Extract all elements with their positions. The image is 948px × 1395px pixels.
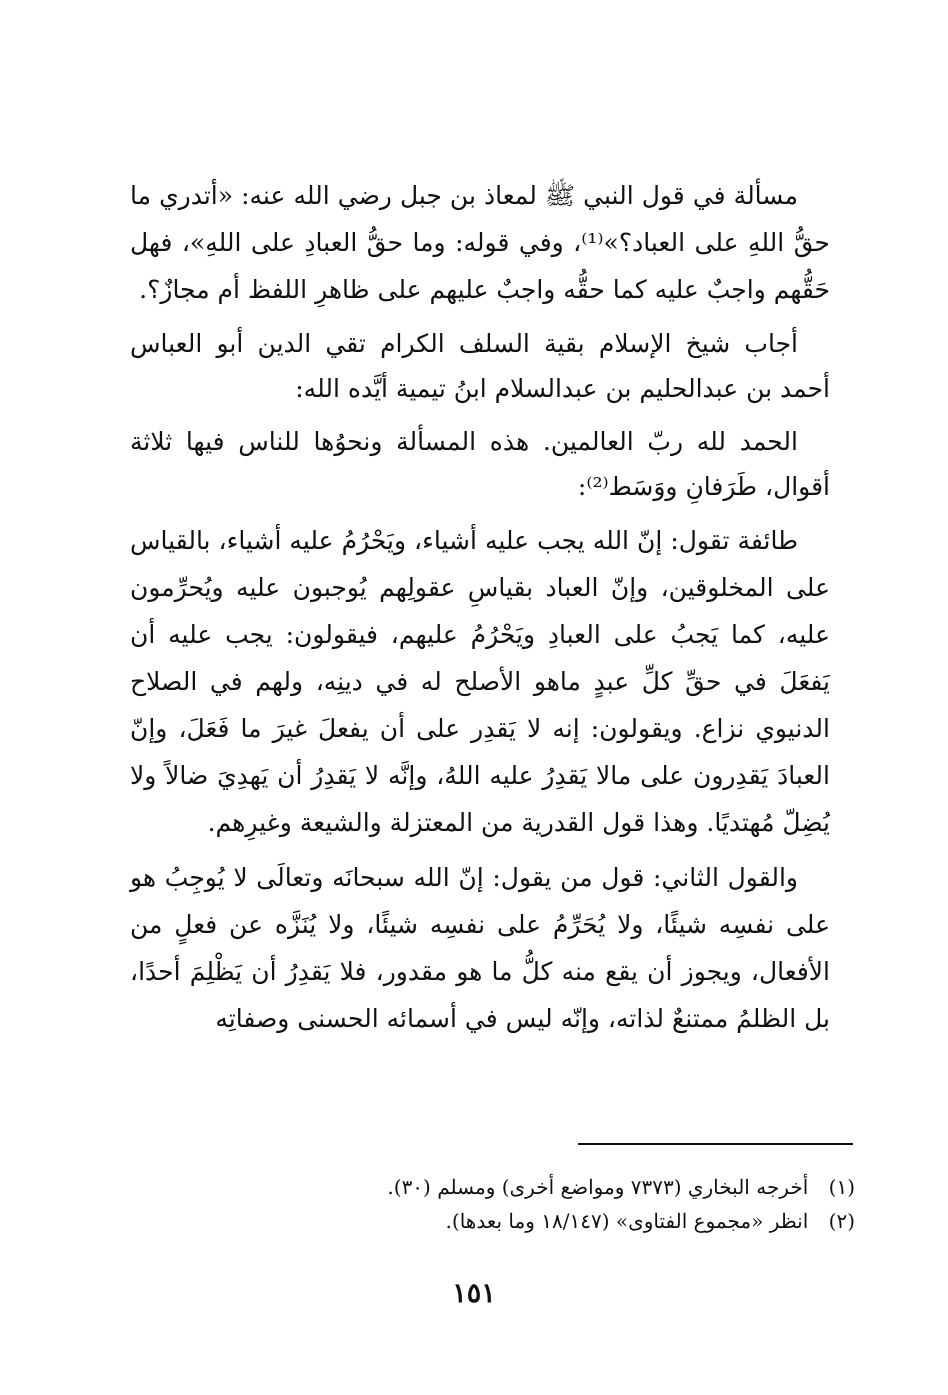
- footnote-divider: [578, 1143, 853, 1145]
- main-text: [130, 172, 830, 1050]
- page-number: ١٥١: [452, 1278, 496, 1309]
- footnote-number: (١): [828, 1175, 855, 1199]
- footnote-number: (٢): [828, 1209, 855, 1233]
- paragraph-question: مسألة في قول النبي ﷺ لمعاذ بن جبل رضي الله عنه: «أتدري ما حقُّ اللهِ على العباد؟»⁽¹⁾، وفي قوله: وما حقُّ العبادِ على اللهِ»، فهل حَقُّهم واجبٌ عليه كما حقُّه واجبٌ عليهم على ظاهرِ اللفظ أم مجازٌ؟.: [130, 181, 830, 304]
- footnotes: [300, 1170, 855, 1238]
- footnote-text: انظر «مجموع الفتاوى» (١٨/١٤٧ وما بعدها).: [445, 1209, 809, 1233]
- footnote-item: [300, 1204, 855, 1238]
- paragraph-second-view: والقول الثاني: قول من يقول: إنّ الله سبحانَه وتعالَى لا يُوجِبُ هو على نفسِه شيئًا، ولا يُحَرِّمُ على نفسِه شيئًا، ولا يُنَزَّه عن فعلٍ من الأفعال، ويجوز أن يقع منه كلُّ ما هو مقدور، فلا يَقدِرُ أن يَظْلِمَ أحدًا، بل الظلمُ ممتنعٌ لذاته، وإنّه ليس في أسمائه الحسنى وصفاتِه: [130, 863, 830, 1033]
- footnote-item: [300, 1170, 855, 1204]
- paragraph-first-view: طائفة تقول: إنّ الله يجب عليه أشياء، ويَحْرُمُ عليه أشياء، بالقياس على المخلوقين، وإنّ العباد بقياسِ عقولِهم يُوجبون عليه ويُحرِّمون عليه، كما يَجبُ على العبادِ ويَحْرُمُ عليهم، فيقولون: يجب عليه أن يَفعَلَ في حقِّ كلِّ عبدٍ ماهو الأصلح له في دينِه، ولهم في الصلاح الدنيوي نزاع. ويقولون: إنه لا يَقدِر على أن يفعلَ غيرَ ما فَعَلَ، وإنّ العبادَ يَقدِرون على مالا يَقدِرُ عليه اللهُ، وإنَّه لا يَقدِرُ أن يَهدِيَ ضالاً ولا يُضِلّ مُهتديًا. وهذا قول القدرية من المعتزلة والشيعة وغيرِهم.: [130, 526, 830, 837]
- paragraph-three-views: الحمد لله ربّ العالمين. هذه المسألة ونحوُها للناس فيها ثلاثة أقوال، طَرَفانِ ووَسَط⁽²⁾:: [130, 427, 830, 501]
- paragraph-answer-intro: أجاب شيخ الإسلام بقية السلف الكرام تقي الدين أبو العباس أحمد بن عبدالحليم بن عبدالسلام ابنُ تيمية أيَّده الله:: [130, 329, 830, 403]
- footnote-text: أخرجه البخاري (٧٣٧٣ ومواضع أخرى) ومسلم (٣٠).: [387, 1175, 809, 1199]
